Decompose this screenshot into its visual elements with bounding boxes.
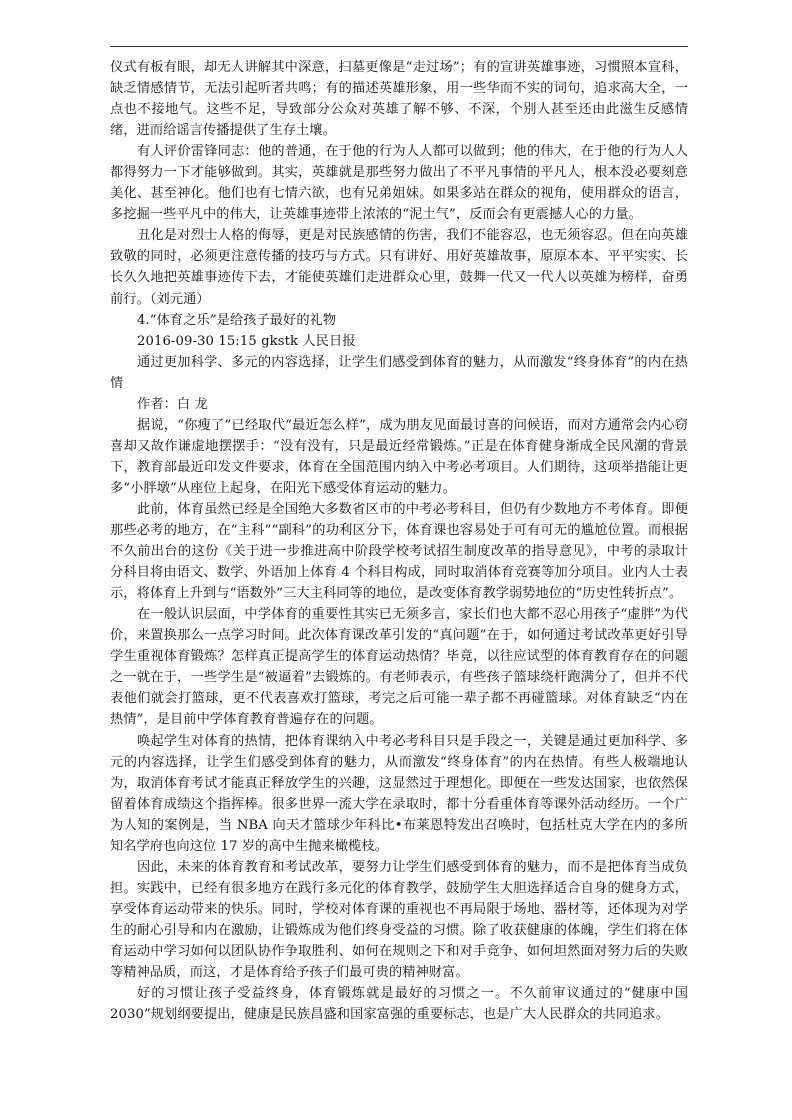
- body-paragraph: 此前，体育虽然已经是全国绝大多数省区市的中考必考科目，但仍有少数地方不考体育。即便那些必考的地方，在“主科”“副科”的功利区分下，体育课也容易处于可有可无的尴尬位置。而根据不久前出台的这份《关于进一步推进高中阶段学校考试招生制度改革的指导意见》，中考的录取计分科目将由语文、数学、外语加上体育 4 个科目构成，同时取消体育竞赛等加分项目。业内人士表示，将体育上升到与“语数外”三大主科同等的地位，是改变体育教学弱势地位的“历史性转折点”。: [110, 501, 688, 602]
- article-dateline: 2016-09-30 15:15 gkstk 人民日报: [137, 333, 356, 349]
- body-paragraph: 仪式有板有眼，却无人讲解其中深意，扫墓更像是“走过场”；有的宣讲英雄事迹，习惯照本宣科，缺乏情感情节，无法引起听者共鸣；有的描述英雄形象，用一些华而不实的词句，追求高大全，一点也不接地气。这些不足，导致部分公众对英雄了解不够、不深，个别人甚至还由此滋生反感情绪，进而给谣言传播提供了生存土壤。: [110, 60, 688, 139]
- body-paragraph: 有人评价雷锋同志：他的普通，在于他的行为人人都可以做到；他的伟大，在于他的行为人人都得努力一下才能够做到。其实，英雄就是那些努力做出了不平凡事情的平凡人，根本没必要刻意美化、甚至神化。他们也有七情六欲，也有兄弟姐妹。如果多站在群众的视角，使用群众的语言，多挖掘一些平凡中的伟大，让英雄事迹带上浓浓的“泥土气”，反而会有更震撼人心的力量。: [110, 144, 688, 223]
- body-paragraph: 丑化是对烈士人格的侮辱，更是对民族感情的伤害，我们不能容忍，也无须容忍。但在向英雄致敬的同时，必须更注意传播的技巧与方式。只有讲好、用好英雄故事，原原本本、平平实实、长长久久地把英雄事迹传下去，才能使英雄们走进群众心里，鼓舞一代又一代人以英雄为榜样，奋勇前行。（刘元通）: [110, 228, 688, 307]
- body-paragraph: 唤起学生对体育的热情，把体育课纳入中考必考科目只是手段之一，关键是通过更加科学、多元的内容选择，让学生们感受到体育的魅力，从而激发“终身体育”的内在热情。有些人极端地认为，取消体育考试才能真正释放学生的兴趣，这显然过于理想化。即便在一些发达国家，也依然保留着体育成绩这个指挥棒。很多世界一流大学在录取时，都十分看重体育等课外活动经历。一个广为人知的案例是，当 NBA 向天才篮球少年科比•布莱恩特发出召唤时，包括杜克大学在内的多所知名学府也向这位 17 岁的高中生抛来橄榄枝。: [110, 733, 688, 854]
- article-title: 4.“体育之乐”是给孩子最好的礼物: [137, 312, 337, 328]
- header-rule: [110, 46, 688, 47]
- document-page: [110, 46, 688, 1025]
- body-paragraph: 好的习惯让孩子受益终身，体育锻炼就是最好的习惯之一。不久前审议通过的“健康中国 2030”规划纲要提出，健康是民族昌盛和国家富强的重要标志，也是广大人民群众的共同追求。: [110, 986, 688, 1023]
- body-paragraph: 因此，未来的体育教育和考试改革，要努力让学生们感受到体育的魅力，而不是把体育当成负担。实践中，已经有很多地方在践行多元化的体育教学，鼓励学生大胆选择适合自身的健身方式，享受体育运动带来的快乐。同时，学校对体育课的重视也不再局限于场地、器材等，还体现为对学生的耐心引导和内在激励，让锻炼成为他们终身受益的习惯。除了收获健康的体魄，学生们将在体育运动中学习如何以团队协作争取胜利、如何在规则之下和对手竞争、如何坦然面对努力后的失败等精神品质，而这，才是体育给予孩子们最可贵的精神财富。: [110, 859, 688, 981]
- article-lead: 通过更加科学、多元的内容选择，让学生们感受到体育的魅力，从而激发“终身体育”的内在热情: [110, 354, 688, 391]
- body-paragraph: 据说，“你瘦了”已经取代“最近怎么样”，成为朋友见面最讨喜的问候语，而对方通常会内心窃喜却又故作谦虚地摆摆手：“没有没有，只是最近经常锻炼。”正是在体育健身渐成全民风潮的背景下，教育部最近印发文件要求，体育在全国范围内纳入中考必考项目。人们期待，这项举措能让更多“小胖墩”从座位上起身，在阳光下感受体育运动的魅力。: [110, 417, 688, 496]
- body-paragraph: 在一般认识层面，中学体育的重要性其实已无须多言，家长们也大都不忍心用孩子“虚胖”为代价，来置换那么一点学习时间。此次体育课改革引发的“真问题”在于，如何通过考试改革更好引导学生重视体育锻炼？怎样真正提高学生的体育运动热情？毕竟，以往应试型的体育教育存在的问题之一就在于，一些学生是“被逼着”去锻炼的。有老师表示，有些孩子篮球绕杆跑满分了，但并不代表他们就会打篮球，更不代表喜欢打篮球，考完之后可能一辈子都不再碰篮球。对体育缺乏“内在热情”，是目前中学体育教育普遍存在的问题。: [110, 607, 688, 728]
- article-author: 作者：白 龙: [137, 396, 208, 412]
